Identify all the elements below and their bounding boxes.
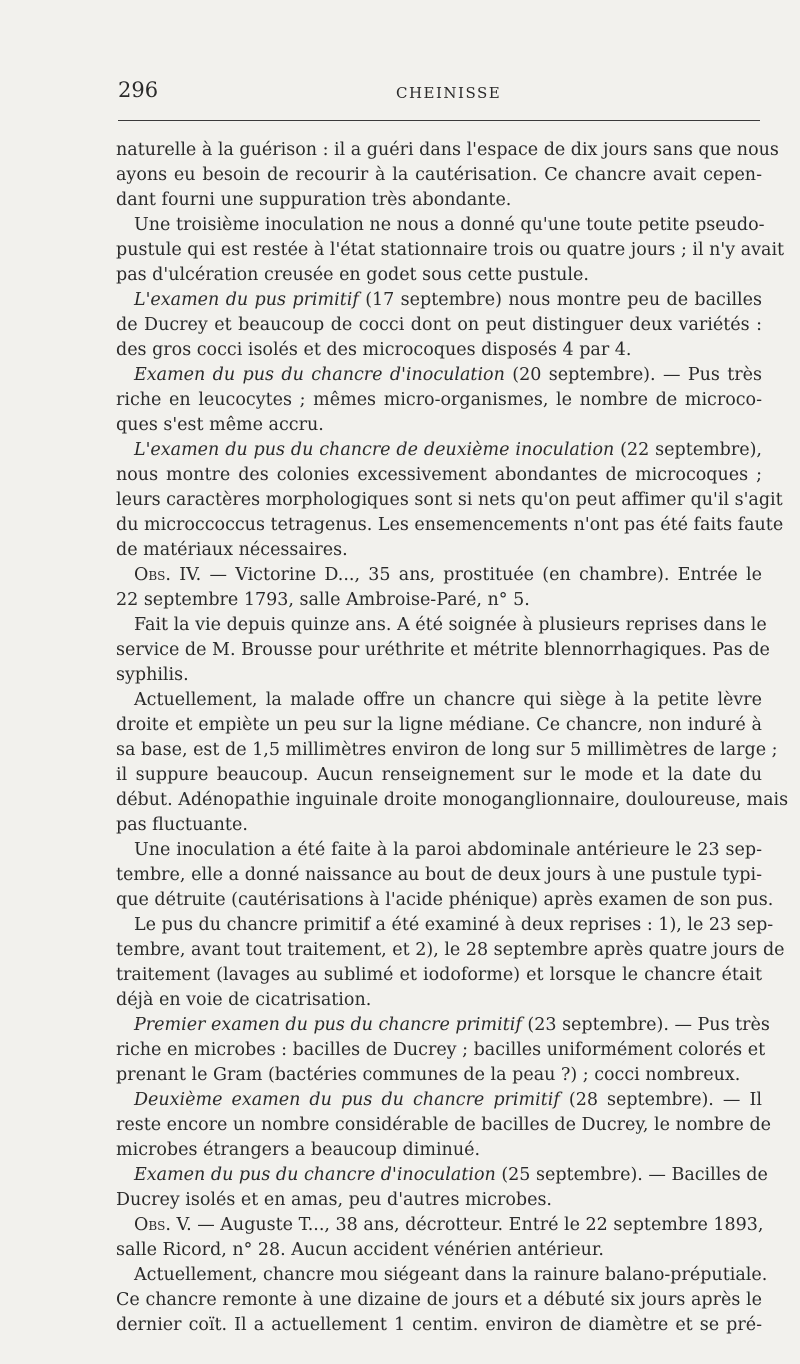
- text-run: pas d'ulcération creusée en godet sous cette pustule.: [116, 265, 589, 285]
- page-header: [118, 78, 760, 104]
- text-line: [116, 1263, 768, 1288]
- italic-text: Examen du pus du chancre d'inoculation: [134, 1165, 496, 1185]
- text-run: Le pus du chancre primitif a été examiné à deux reprises : 1), le 23 sep-: [134, 915, 774, 935]
- text-line: [116, 488, 783, 513]
- text-run: dant fourni une suppuration très abondante.: [116, 190, 512, 210]
- header-rule: [118, 120, 760, 121]
- text-line: [116, 438, 762, 463]
- text-run: Fait la vie depuis quinze ans. A été soignée à plusieurs reprises dans le: [134, 615, 767, 635]
- observation-label: Obs. IV.: [134, 565, 202, 585]
- text-line: [116, 1288, 762, 1313]
- text-line: [116, 663, 762, 688]
- text-run: microbes étrangers a beaucoup diminué.: [116, 1140, 481, 1160]
- text-run: 22 septembre 1793, salle Ambroise-Paré, n° 5.: [116, 590, 530, 610]
- text-run: des gros cocci isolés et des microcoques disposés 4 par 4.: [116, 340, 632, 360]
- text-line: [116, 713, 762, 738]
- text-run: naturelle à la guérison : il a guéri dans l'espace de dix jours sans que nous: [116, 140, 779, 160]
- observation-label: Obs. V.: [134, 1215, 192, 1235]
- text-line: [116, 463, 762, 488]
- text-run: Une troisième inoculation ne nous a donné qu'une toute petite pseudo-: [134, 215, 765, 235]
- text-run: droite et empiète un peu sur la ligne médiane. Ce chancre, non induré à: [116, 715, 762, 735]
- text-line: [116, 1163, 768, 1188]
- text-line: [116, 813, 762, 838]
- text-run: syphilis.: [116, 665, 189, 685]
- text-run: — Auguste T..., 38 ans, décrotteur. Entré le 22 septembre 1893,: [191, 1215, 764, 1235]
- text-line: [116, 863, 762, 888]
- text-line: [116, 138, 779, 163]
- text-line: [116, 688, 762, 713]
- text-line: [116, 588, 762, 613]
- text-line: [116, 213, 765, 238]
- text-line: [116, 1238, 762, 1263]
- text-line: [116, 638, 770, 663]
- text-line: [116, 1063, 762, 1088]
- text-run: (20 septembre). — Pus très: [504, 365, 762, 385]
- text-line: [116, 288, 762, 313]
- text-run: Actuellement, la malade offre un chancre qui siège à la petite lèvre: [134, 690, 762, 710]
- text-line: [116, 1188, 762, 1213]
- text-run: début. Adénopathie inguinale droite monoganglionnaire, douloureuse, mais: [116, 790, 789, 810]
- text-line: [116, 913, 774, 938]
- text-line: [116, 1038, 766, 1063]
- text-run: tembre, elle a donné naissance au bout de deux jours à une pustule typi-: [116, 865, 762, 885]
- text-line: [116, 763, 762, 788]
- text-line: [116, 238, 785, 263]
- text-line: [116, 613, 767, 638]
- text-line: [116, 263, 762, 288]
- text-run: que détruite (cautérisations à l'acide phénique) après examen de son pus.: [116, 890, 774, 910]
- text-line: [116, 788, 789, 813]
- text-run: riche en microbes : bacilles de Ducrey ; bacilles uniformément colorés et: [116, 1040, 766, 1060]
- text-line: [116, 838, 762, 863]
- italic-text: Premier examen du pus du chancre primitif: [134, 1015, 522, 1035]
- text-run: traitement (lavages au sublimé et iodoforme) et lorsque le chancre était: [116, 965, 762, 985]
- text-line: [116, 563, 762, 588]
- text-run: (28 septembre). — Il: [559, 1090, 762, 1110]
- text-run: tembre, avant tout traitement, et 2), le 28 septembre après quatre jours de: [116, 940, 785, 960]
- text-run: du microccoccus tetragenus. Les ensemencements n'ont pas été faits faute: [116, 515, 784, 535]
- text-run: Ducrey isolés et en amas, peu d'autres microbes.: [116, 1190, 552, 1210]
- italic-text: L'examen du pus primitif: [134, 290, 359, 310]
- text-run: service de M. Brousse pour uréthrite et métrite blennorrhagiques. Pas de: [116, 640, 770, 660]
- text-line: [116, 313, 762, 338]
- text-line: [116, 888, 774, 913]
- text-line: [116, 1113, 772, 1138]
- running-head: CHEINISSE: [396, 84, 502, 102]
- text-run: ayons eu besoin de recourir à la cautérisation. Ce chancre avait cepen-: [116, 165, 762, 185]
- text-line: [116, 538, 762, 563]
- text-line: [116, 938, 785, 963]
- text-line: [116, 388, 762, 413]
- text-run: — Victorine D..., 35 ans, prostituée (en chambre). Entrée le: [201, 565, 762, 585]
- text-run: (22 septembre),: [614, 440, 762, 460]
- text-line: [116, 988, 762, 1013]
- text-run: dernier coït. Il a actuellement 1 centim. environ de diamètre et se pré-: [116, 1315, 762, 1335]
- text-run: de matériaux nécessaires.: [116, 540, 348, 560]
- text-line: [116, 1013, 770, 1038]
- italic-text: Examen du pus du chancre d'inoculation: [134, 365, 505, 385]
- text-run: riche en leucocytes ; mêmes micro-organismes, le nombre de microco-: [116, 390, 762, 410]
- text-line: [116, 363, 762, 388]
- text-run: Actuellement, chancre mou siégeant dans la rainure balano-préputiale.: [134, 1265, 768, 1285]
- text-run: prenant le Gram (bactéries communes de la peau ?) ; cocci nombreux.: [116, 1065, 741, 1085]
- text-line: [116, 1138, 762, 1163]
- text-run: déjà en voie de cicatrisation.: [116, 990, 372, 1010]
- text-line: [116, 163, 762, 188]
- page-number: 296: [118, 78, 159, 102]
- text-run: (17 septembre) nous montre peu de bacilles: [358, 290, 762, 310]
- text-run: Ce chancre remonte à une dizaine de jours et a débuté six jours après le: [116, 1290, 762, 1310]
- text-line: [116, 1313, 762, 1338]
- text-run: ques s'est même accru.: [116, 415, 324, 435]
- text-run: reste encore un nombre considérable de bacilles de Ducrey, le nombre de: [116, 1115, 772, 1135]
- text-line: [116, 963, 762, 988]
- text-run: pas fluctuante.: [116, 815, 248, 835]
- body-text: [116, 138, 789, 1338]
- text-run: leurs caractères morphologiques sont si nets qu'on peut affimer qu'il s'agit: [116, 490, 783, 510]
- text-run: sa base, est de 1,5 millimètres environ de long sur 5 millimètres de large ;: [116, 740, 778, 760]
- text-line: [116, 338, 762, 363]
- text-run: (23 septembre). — Pus très: [521, 1015, 770, 1035]
- text-run: nous montre des colonies excessivement abondantes de microcoques ;: [116, 465, 762, 485]
- text-run: salle Ricord, n° 28. Aucun accident vénérien antérieur.: [116, 1240, 604, 1260]
- text-run: pustule qui est restée à l'état stationnaire trois ou quatre jours ; il n'y avait: [116, 240, 785, 260]
- text-line: [116, 188, 762, 213]
- text-line: [116, 738, 778, 763]
- text-line: [116, 513, 784, 538]
- text-line: [116, 1213, 762, 1238]
- text-run: (25 septembre). — Bacilles de: [495, 1165, 768, 1185]
- italic-text: Deuxième examen du pus du chancre primitif: [134, 1090, 560, 1110]
- italic-text: L'examen du pus du chancre de deuxième inoculation: [134, 440, 615, 460]
- text-run: il suppure beaucoup. Aucun renseignement sur le mode et la date du: [116, 765, 762, 785]
- text-line: [116, 1088, 762, 1113]
- text-run: Une inoculation a été faite à la paroi abdominale antérieure le 23 sep-: [134, 840, 762, 860]
- text-run: de Ducrey et beaucoup de cocci dont on peut distinguer deux variétés :: [116, 315, 762, 335]
- text-line: [116, 413, 762, 438]
